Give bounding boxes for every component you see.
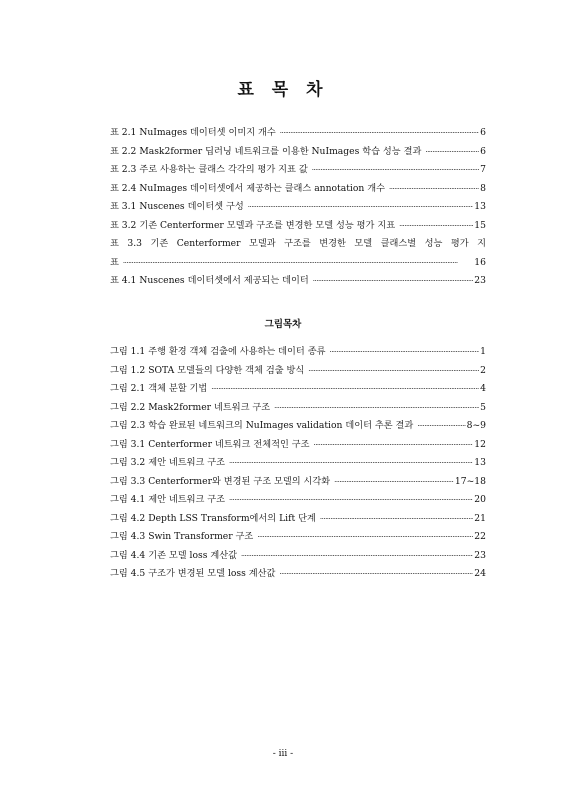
dot-leader [389,185,479,193]
entry-page: 4 [480,383,486,394]
entry-page: 23 [474,549,486,561]
dot-leader [229,459,473,467]
dot-leader [312,166,479,174]
dot-leader [257,533,473,541]
dot-leader [279,570,473,578]
entry-page: 6 [480,127,486,138]
entry-label: 그림 1.1 주행 환경 객체 검출에 사용하는 데이터 종류 [110,346,326,357]
dot-leader [334,478,454,486]
entry-label: 표 2.4 NuImages 데이터셋에서 제공하는 클래스 annotation 개수 [110,182,385,194]
toc-entry-wrapped-line2[interactable] [110,254,486,273]
toc-entry[interactable] [110,343,486,362]
figures-heading: 그림목차 [264,319,302,330]
entry-label: 표 2.1 NuImages 데이터셋 이미지 개수 [110,127,276,138]
entry-page: 1 [480,346,486,357]
entry-page: 17~18 [454,475,486,487]
entry-label: 그림 1.2 SOTA 모델들의 다양한 객체 검출 방식 [110,364,305,376]
dot-leader [280,129,479,137]
entry-label: 표 3.1 Nuscenes 데이터셋 구성 [110,201,244,212]
toc-entry[interactable] [110,454,486,473]
toc-entry[interactable] [110,510,486,529]
dot-leader [417,422,465,430]
entry-label: 그림 2.1 객체 분할 기법 [110,383,208,394]
toc-entry[interactable] [110,436,486,455]
entry-page: 7 [480,164,486,175]
entry-label: 표 2.3 주로 사용하는 클래스 각각의 평가 지표 값 [110,164,308,175]
entry-label: 그림 4.5 구조가 변경된 모델 loss 계산값 [110,568,276,579]
dot-leader [320,515,473,523]
dot-leader [274,404,479,412]
toc-entry[interactable] [110,362,486,381]
entry-label: 그림 3.1 Centerformer 네트워크 전체적인 구조 [110,438,310,450]
entry-page: 15 [474,219,486,231]
table-of-tables [110,124,486,291]
dot-leader [399,222,473,230]
entry-page: 22 [474,531,486,542]
dot-leader [329,348,479,356]
entry-label: 표 [110,256,119,268]
toc-entry[interactable] [110,143,486,162]
toc-entry[interactable] [110,399,486,418]
entry-page: 24 [474,568,486,579]
toc-entry[interactable] [110,180,486,199]
dot-leader [123,259,473,267]
entry-page: 23 [474,275,486,286]
entry-page: 21 [474,512,486,524]
toc-entry[interactable] [110,473,486,492]
entry-label: 표 3.2 기존 Centerformer 모델과 구조를 변경한 모델 성능 평가 지표 [110,219,396,231]
toc-entry[interactable] [110,547,486,566]
dot-leader [308,367,479,375]
dot-leader [229,496,473,504]
entry-label: 표 4.1 Nuscenes 데이터셋에서 제공되는 데이터 [110,275,309,286]
toc-entry[interactable] [110,565,486,584]
dot-leader [313,441,473,449]
toc-entry[interactable] [110,417,486,436]
table-of-figures [110,343,486,584]
entry-page: 12 [474,438,486,450]
entry-label: 그림 2.2 Mask2former 네트워크 구조 [110,401,271,413]
entry-page: 16 [474,256,486,268]
entry-label: 표 2.2 Mask2former 딥러닝 네트워크를 이용한 NuImages 학습 성능 결과 [110,145,422,157]
entry-label: 그림 3.3 Centerformer와 변경된 구조 모델의 시각화 [110,475,331,487]
toc-entry[interactable] [110,217,486,236]
dot-leader [241,552,473,560]
entry-page: 20 [474,494,486,505]
toc-entry[interactable] [110,272,486,291]
page-title: 표 목 차 [237,80,329,100]
entry-label: 그림 4.2 Depth LSS Transform에서의 Lift 단계 [110,512,316,524]
dot-leader [211,385,479,393]
toc-entry[interactable] [110,198,486,217]
entry-page: 13 [474,201,486,212]
entry-page: 2 [480,364,486,376]
entry-label: 그림 4.4 기존 모델 loss 계산값 [110,549,237,561]
dot-leader [313,277,474,285]
entry-label: 그림 4.1 제안 네트워크 구조 [110,494,226,505]
dot-leader [425,148,479,156]
toc-entry[interactable] [110,380,486,399]
toc-entry[interactable] [110,528,486,547]
entry-page: 8 [480,182,486,194]
dot-leader [248,203,474,211]
toc-entry[interactable] [110,491,486,510]
entry-label: 그림 4.3 Swin Transformer 구조 [110,531,254,542]
entry-label: 그림 2.3 학습 완료된 네트워크의 NuImages validation 데이터 추론 결과 [110,420,414,431]
entry-page: 5 [480,401,486,413]
entry-page: 8~9 [466,420,486,431]
page-footer: - iii - [272,749,294,759]
entry-label: 표 3.3 기존 Centerformer 모델과 구조를 변경한 모델 클래스별 성능 평가 지 [110,238,486,249]
toc-entry[interactable] [110,161,486,180]
entry-page: 6 [480,145,486,157]
entry-page: 13 [474,457,486,468]
toc-entry[interactable] [110,124,486,143]
entry-label: 그림 3.2 제안 네트워크 구조 [110,457,226,468]
toc-entry-wrapped-line1[interactable] [110,235,486,254]
